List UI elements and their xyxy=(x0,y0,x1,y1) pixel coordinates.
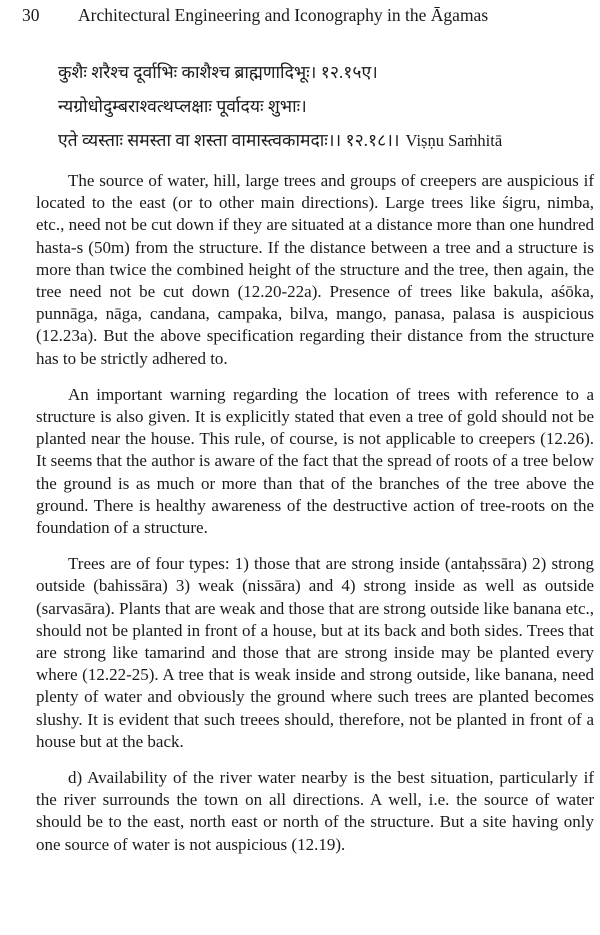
verse-line xyxy=(58,60,598,84)
verse-line xyxy=(58,94,598,118)
paragraph: Trees are of four types: 1) those that are strong inside (antaḥssāra) 2) strong outside (bahissāra) 3) weak (nissāra) and 4) strong inside as well as outside (sarvasāra). Plants that are weak and those that are strong outside like banana etc., should not be planted in front of a house, but at its back and both sides. Trees that are strong like tamarind and those that are strong inside may be planted every where (12.22-25). A tree that is weak inside and strong outside, like banana, need plenty of water and obviously the ground where such trees are planted becomes slushy. It is evident that such treees should, therefore, not be planted in front of a house but at the back. xyxy=(36,554,594,751)
verse-text: कुशैः शरैश्च दूर्वाभिः काशैश्च ब्राह्मणादिभूः। १२.१५ए। xyxy=(58,62,378,82)
running-title: Architectural Engineering and Iconography in the Āgamas xyxy=(78,5,489,25)
body-text xyxy=(36,170,594,856)
verse-text: एते व्यस्ताः समस्ता वा शस्ता वामास्त्वकामदाः।। १२.१८।। xyxy=(58,130,400,150)
paragraph: The source of water, hill, large trees and groups of creepers are auspicious if located to the east (or to other main directions). Large trees like śigru, nimba, etc., need not be cut down if they are situated at a distance more than one hundred hasta-s (50m) from the structure. If the distance between a tree and a structure is more than twice the combined height of the structure and the tree, then again, the tree need not be cut down (12.20-22a). Presence of trees like bakula, aśōka, punnāga, nāga, candana, campaka, bilva, mango, panasa, palasa is auspicious (12.23a). But the above specification regarding their distance from the structure has to be strictly adhered to. xyxy=(36,171,594,368)
paragraph: d) Availability of the river water nearby is the best situation, particularly if the river surrounds the town on all directions. A well, i.e. the source of water should be to the east, north east or north of the structure. But a site having only one source of water is not auspicious (12.19). xyxy=(36,768,594,854)
verse-line xyxy=(58,128,598,153)
paragraph: An important warning regarding the location of trees with reference to a structure is also given. It is explicitly stated that even a tree of gold should not be planted near the house. This rule, of course, is not applicable to creepers (12.26). It seems that the author is aware of the fact that the spread of roots of a tree below the ground is as much or more than that of the branches of the tree above the ground. There is healthy awareness of the destructive action of tree-roots on the foundation of a structure. xyxy=(36,384,594,538)
verse-source: Viṣṇu Saṁhitā xyxy=(405,131,503,150)
verse-text: न्यग्रोधोदुम्बराश्वत्थप्लक्षाः पूर्वादयः शुभाः। xyxy=(58,96,307,116)
running-header xyxy=(22,2,582,28)
page-number: 30 xyxy=(22,5,40,25)
